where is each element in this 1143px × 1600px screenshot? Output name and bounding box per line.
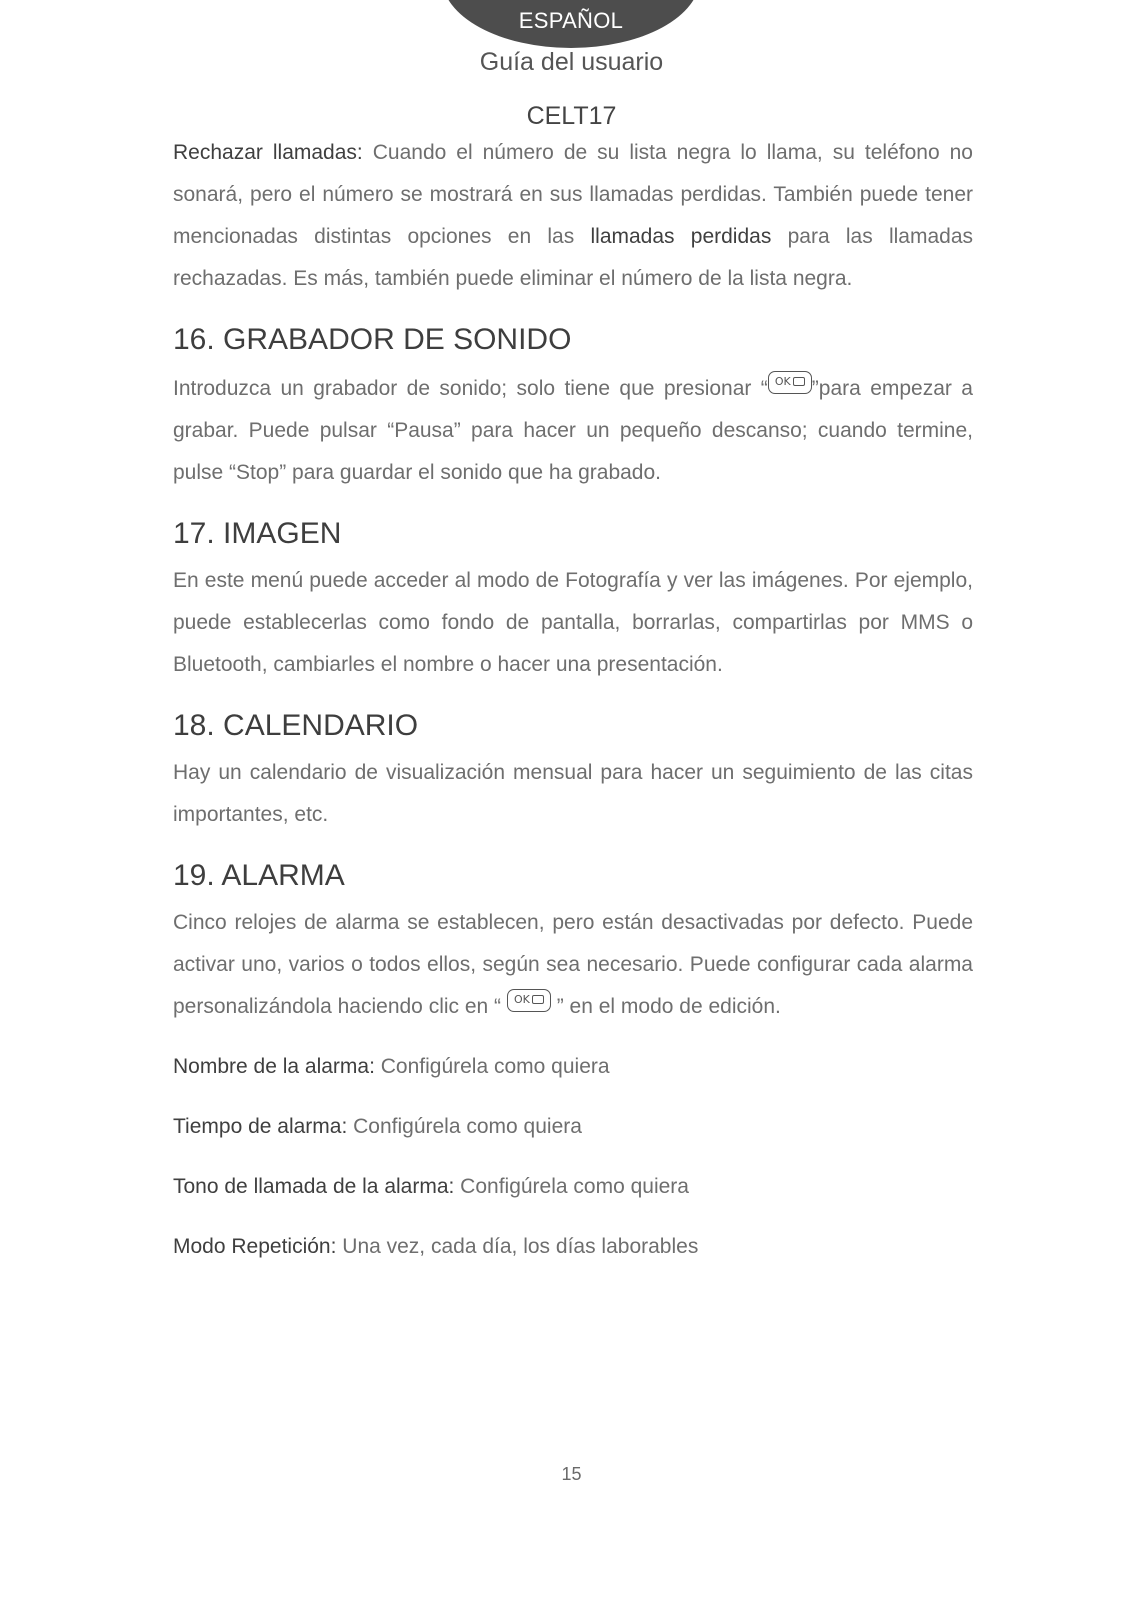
alarm-field-value: Configúrela como quiera xyxy=(347,1115,582,1138)
alarm-field-label: Nombre de la alarma: xyxy=(173,1055,375,1078)
alarm-field-value: Configúrela como quiera xyxy=(374,1055,610,1078)
alarm-field-value: Configúrela como quiera xyxy=(454,1175,689,1198)
section-title-alarm: 19. ALARMA xyxy=(173,859,345,892)
reject-calls-label: Rechazar llamadas: xyxy=(173,141,363,164)
alarm-field-name xyxy=(173,1046,973,1088)
ok-key-icon xyxy=(768,371,812,394)
page-content xyxy=(173,132,973,1268)
document-subtitle: Guía del usuario xyxy=(479,48,664,76)
alarm-field-time xyxy=(173,1106,973,1148)
alarm-fields-list xyxy=(173,1046,973,1268)
ok-key-icon xyxy=(507,989,551,1012)
alarm-field-value: Una vez, cada día, los días laborables xyxy=(336,1235,699,1258)
reject-calls-paragraph xyxy=(173,132,973,300)
sound-recorder-text-2: ”para empezar a grabar. Puede pulsar “Pausa” para hacer un pequeño descanso; cuando termine, pulse “Stop” para guardar el sonido que ha grabado. xyxy=(173,377,973,484)
alarm-text-2: ” en el modo de edición. xyxy=(550,995,781,1018)
image-paragraph: En este menú puede acceder al modo de Fotografía y ver las imágenes. Por ejemplo, puede establecerlas como fondo de pantalla, borrarlas, compartirlas por MMS o Bluetooth, cambiarles el nombre o hacer una presentación. xyxy=(173,569,973,676)
section-title-sound-recorder: 16. GRABADOR DE SONIDO xyxy=(173,323,572,356)
alarm-field-tone xyxy=(173,1166,973,1208)
missed-calls-emphasis: llamadas perdidas xyxy=(590,225,772,248)
ok-key-label: OK xyxy=(513,993,530,1006)
sound-recorder-text-1: Introduzca un grabador de sonido; solo tiene que presionar “ xyxy=(173,377,768,400)
calendar-paragraph: Hay un calendario de visualización mensual para hacer un seguimiento de las citas importantes, etc. xyxy=(173,761,973,826)
alarm-field-label: Modo Repetición: xyxy=(173,1235,337,1258)
alarm-field-repeat xyxy=(173,1226,973,1268)
reject-calls-text-1: Cuando el número de su lista negra lo llama, su teléfono no sonará, pero el número se mostrará en sus llamadas perdidas. También puede tener mencionadas distintas opciones en las xyxy=(173,141,973,248)
model-name: CELT17 xyxy=(526,102,617,130)
section-title-image: 17. IMAGEN xyxy=(173,517,342,550)
camera-icon xyxy=(793,377,805,386)
ok-key-label: OK xyxy=(774,375,791,388)
alarm-text-1: Cinco relojes de alarma se establecen, pero están desactivadas por defecto. Puede activar uno, varios o todos ellos, según sea necesario. Puede configurar cada alarma personalizándola haciendo clic en “ xyxy=(173,911,973,1018)
sound-recorder-paragraph xyxy=(173,368,973,494)
camera-icon xyxy=(532,995,544,1004)
alarm-field-label: Tiempo de alarma: xyxy=(173,1115,348,1138)
alarm-paragraph xyxy=(173,902,973,1028)
language-tab-label: ESPAÑOL xyxy=(518,8,624,33)
alarm-field-label: Tono de llamada de la alarma: xyxy=(173,1175,455,1198)
section-title-calendar: 18. CALENDARIO xyxy=(173,709,419,742)
reject-calls-text-2: para las llamadas rechazadas. Es más, también puede eliminar el número de la lista negra. xyxy=(173,225,974,290)
page-number: 15 xyxy=(561,1464,582,1484)
